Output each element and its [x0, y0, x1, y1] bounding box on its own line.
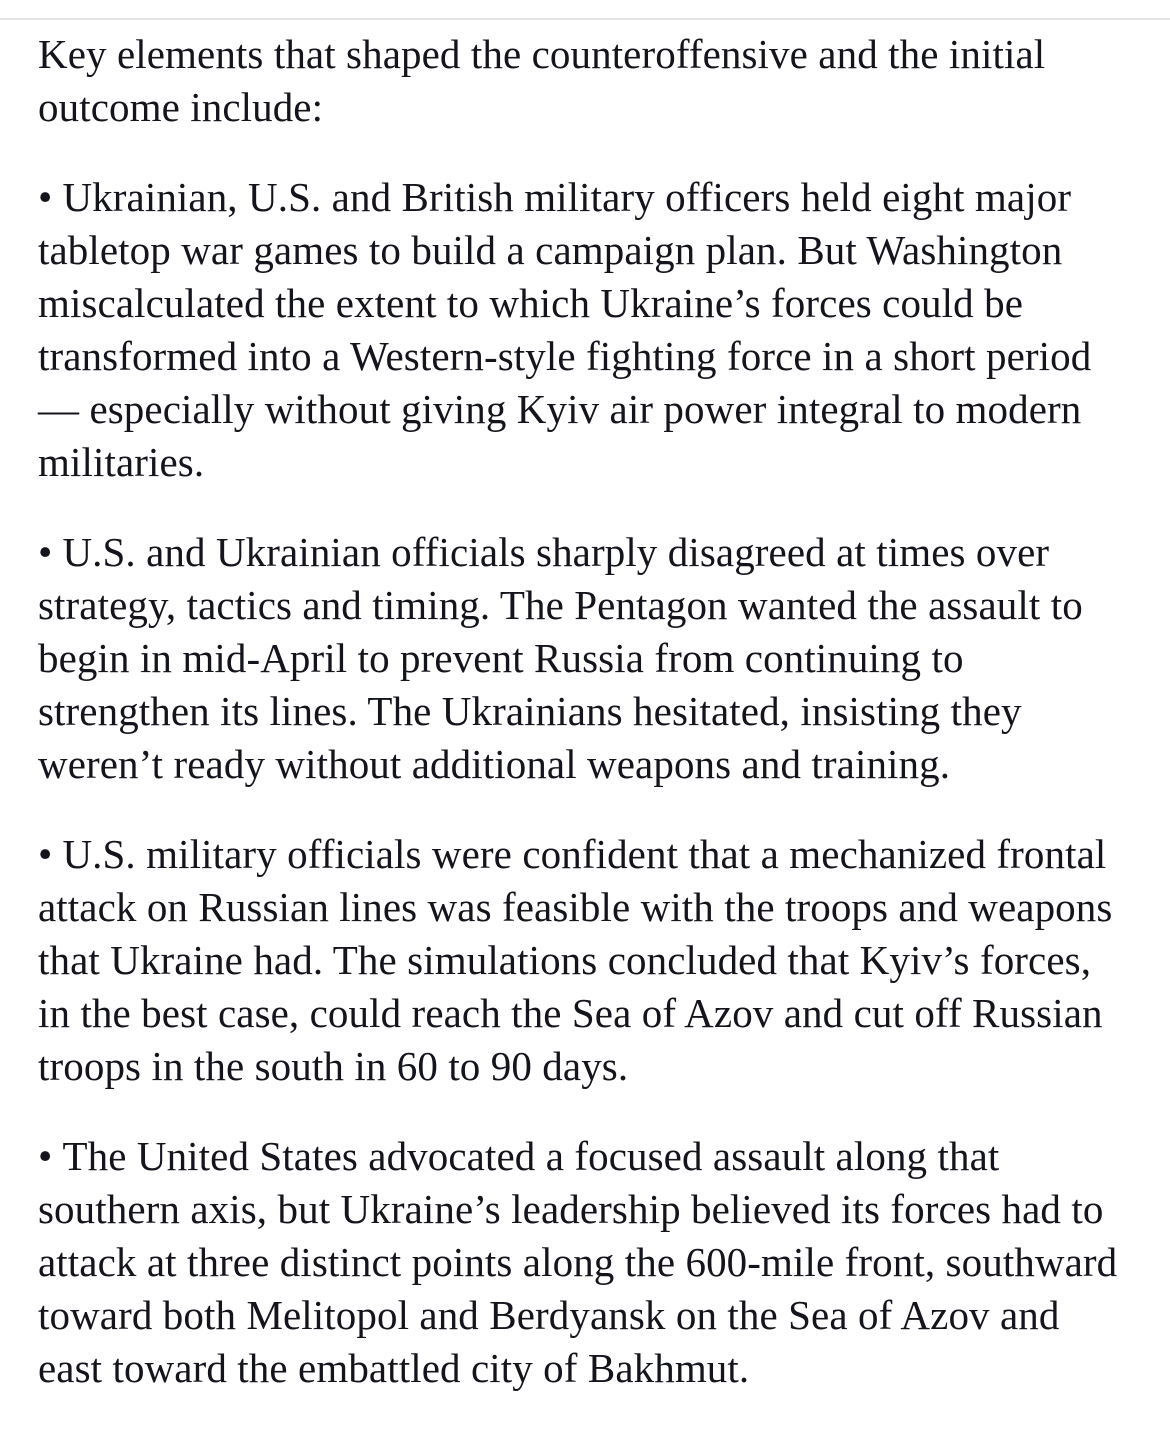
- bullet-text: U.S. and Ukrainian officials sharply disagreed at times over strategy, tactics and timing. The Pentagon wanted the assault to begin in mid-April to prevent Russia from continuing to strengthen its lines. The Ukrainians hesitated, insisting they weren’t ready without additional weapons and training.: [38, 529, 1083, 787]
- bullet-item: [38, 828, 1132, 1093]
- bullet-text: U.S. military officials were confident that a mechanized frontal attack on Russian lines was feasible with the troops and weapons that Ukraine had. The simulations concluded that Kyiv’s forces, in the best case, could reach the Sea of Azov and cut off Russian troops in the south in 60 to 90 days.: [38, 831, 1113, 1089]
- bullet-item: [38, 1130, 1132, 1395]
- bullet-item: [38, 526, 1132, 791]
- bullet-icon: •: [38, 831, 53, 877]
- bullet-icon: •: [38, 529, 53, 575]
- bullet-text: The United States advocated a focused assault along that southern axis, but Ukraine’s leadership believed its forces had to attack at three distinct points along the 600-mile front, southward toward both Melitopol and Berdyansk on the Sea of Azov and east toward the embattled city of Bakhmut.: [38, 1133, 1118, 1391]
- article-body: [0, 20, 1170, 1395]
- bullet-text: Ukrainian, U.S. and British military officers held eight major tabletop war games to build a campaign plan. But Washington miscalculated the extent to which Ukraine’s forces could be transformed into a Western-style fighting force in a short period — especially without giving Kyiv air power integral to modern militaries.: [38, 174, 1092, 485]
- bullet-icon: •: [38, 174, 53, 220]
- bullet-icon: •: [38, 1133, 53, 1179]
- intro-paragraph: Key elements that shaped the counteroffensive and the initial outcome include:: [38, 31, 1046, 130]
- bullet-item: [38, 171, 1132, 489]
